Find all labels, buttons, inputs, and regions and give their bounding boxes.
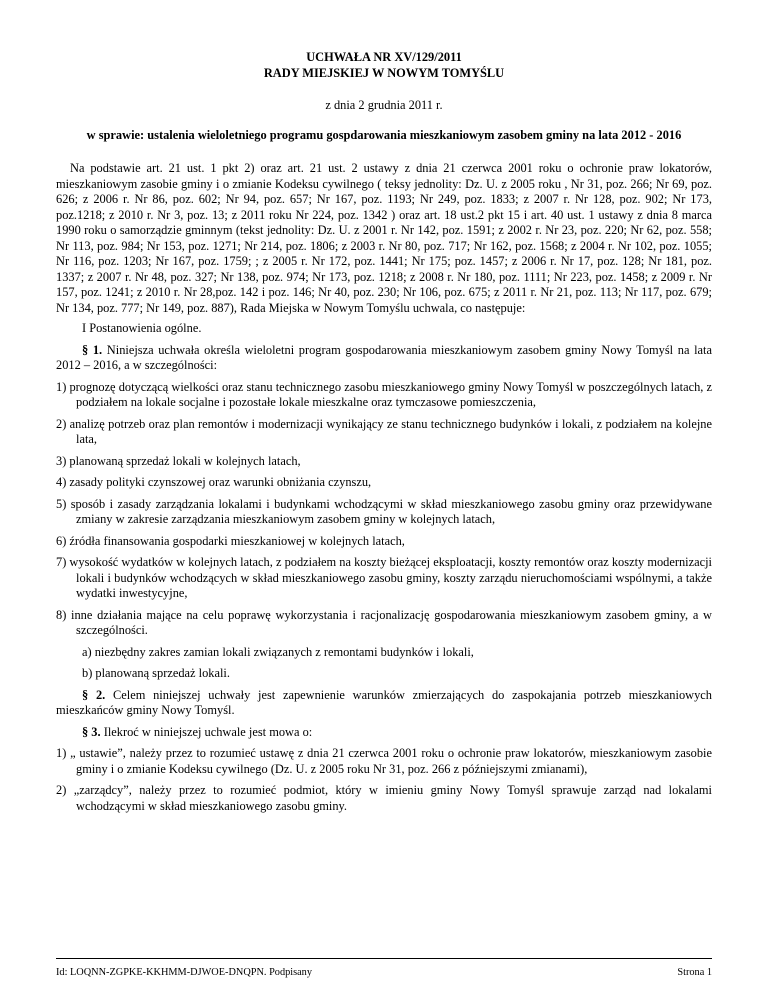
section-heading: I Postanowienia ogólne. [82, 321, 202, 335]
list-item: 5) sposób i zasady zarządzania lokalami i budynkami wchodzącymi w skład mieszkaniowego zasobu gminy oraz przewidywane zmiany w zakresie zarządzania mieszkaniowym zasobem gminy w kolejnych latach, [56, 496, 712, 526]
list-item: 1) „ ustawie”, należy przez to rozumieć ustawę z dnia 21 czerwca 2001 roku o ochronie praw lokatorów, mieszkaniowym zasobie gminy i o zmianie Kodeksu cywilnego (Dz. U. z 2005 roku Nr 31, poz. 266 z późniejszymi zmianami), [56, 746, 712, 776]
page-number: Strona 1 [677, 967, 712, 978]
list-item: 2) analizę potrzeb oraz plan remontów i modernizacji wynikający ze stanu technicznego budynków i lokali, z podziałem na kolejne lata, [56, 416, 712, 446]
paragraph-3-list [56, 746, 712, 814]
document-page [56, 50, 712, 814]
page-footer [56, 965, 712, 981]
resolution-date: z dnia 2 grudnia 2011 r. [325, 98, 443, 112]
sub-item: a) niezbędny zakres zamian lokali związanych z remontami budynków i lokali, [82, 644, 474, 659]
paragraph-1-label: § 1. [82, 342, 103, 357]
footer-divider [56, 958, 712, 959]
paragraph-3 [56, 725, 712, 741]
paragraph-2-label: § 2. [82, 687, 106, 702]
paragraph-1-list [56, 380, 712, 639]
legal-basis-paragraph: Na podstawie art. 21 ust. 1 pkt 2) oraz art. 21 ust. 2 ustawy z dnia 21 czerwca 2001 roku o ochronie praw lokatorów, mieszkaniowym zasobie gminy i o zmianie Kodeksu cywilnego ( teksy jednolity: Dz. U. z 2005 roku , Nr 31, poz. 266; Nr 69, poz. 626; z 2006 r. Nr 86, poz. 602; Nr 94, poz. 657; Nr 167, poz. 1193; Nr 249, poz. 1833; z 2007 r. Nr 128, poz. 902; Nr 173, poz.1218; z 2010 r. Nr 3, poz. 13; z 2011 roku Nr 224, poz. 1342 ) oraz art. 18 ust.2 pkt 15 i art. 40 ust. 1 ustawy z dnia 8 marca 1990 roku o samorządzie gminnym (tekst jednolity: Dz. U. z 2001 r. Nr 142, poz. 1591; z 2002 r. Nr 23, poz. 220; Nr 62, poz. 558; Nr 113, poz. 984; Nr 153, poz. 1271; Nr 214, poz. 1806; z 2003 r. Nr 80, poz. 717; Nr 162, poz. 1568; z 2004 r. Nr 102, poz. 1055; Nr 116, poz. 1203; Nr 167, poz. 1759; ; z 2005 r. Nr 172, poz. 1441; Nr 175; poz. 1457; z 2006 r. Nr 17, poz. 128; Nr 181, poz. 1337; z 2007 r. Nr 48, poz. 327; Nr 138, poz. 974; Nr 173, poz. 1218; z 2008 r. Nr 180, poz. 1111; Nr 223, poz. 1458; z 2009 r. Nr 157, poz. 1241; z 2010 r. Nr 28,poz. 142 i poz. 146; Nr 40, poz. 230; Nr 106, poz. 675; z 2011 r. Nr 21, poz. 113; Nr 117, poz. 679; Nr 134, poz. 777; Nr 149, poz. 887), Rada Miejska w Nowym Tomyślu uchwala, co następuje: [56, 161, 712, 315]
sub-item: b) planowaną sprzedaż lokali. [82, 666, 230, 680]
council-name: RADY MIEJSKIEJ W NOWYM TOMYŚLU [263, 65, 505, 80]
resolution-subject: w sprawie: ustalenia wieloletniego programu gospdarowania mieszkaniowym zasobem gminy na lata 2012 - 2016 [86, 127, 682, 142]
list-item: 1) prognozę dotyczącą wielkości oraz stanu technicznego zasobu mieszkaniowego gminy Nowy Tomyśl w poszczególnych latach, z podziałem na lokale socjalne i pozostałe lokale mieszkalne oraz tymczasowe pomieszczenia, [56, 379, 712, 409]
paragraph-1 [56, 343, 712, 374]
list-item: 6) źródła finansowania gospodarki mieszkaniowej w kolejnych latach, [56, 533, 405, 548]
resolution-number: UCHWAŁA NR XV/129/2011 [306, 50, 462, 64]
paragraph-2 [56, 688, 712, 719]
list-item: 8) inne działania mające na celu poprawę wykorzystania i racjonalizację gospodarowania mieszkaniowym zasobem gminy, a w szczególności. [56, 607, 712, 637]
paragraph-3-text: Ilekroć w niniejszej uchwale jest mowa o: [103, 724, 313, 739]
paragraph-3-label: § 3. [82, 724, 101, 739]
list-item: 7) wysokość wydatków w kolejnych latach, z podziałem na koszty bieżącej eksploatacji, koszty remontów oraz koszty modernizacji lokali i budynków wchodzących w skład mieszkaniowego zasobu gminy, koszty zarządu nieruchomościami wspólnymi, a także wydatki inwestycyjne, [56, 555, 712, 600]
paragraph-1-text: Niniejsza uchwała określa wieloletni program gospodarowania mieszkaniowym zasobem gminy Nowy Tomyśl na lata 2012 – 2016, a w szczególności: [56, 342, 712, 372]
document-id: Id: LOQNN-ZGPKE-KKHMM-DJWOE-DNQPN. Podpisany [56, 967, 312, 978]
paragraph-2-text: Celem niniejszej uchwały jest zapewnienie warunków zmierzających do zaspokajania potrzeb mieszkaniowych mieszkańców gminy Nowy Tomyśl. [56, 687, 712, 717]
list-item: 3) planowaną sprzedaż lokali w kolejnych latach, [56, 453, 301, 468]
list-item: 2) „zarządcy”, należy przez to rozumieć podmiot, który w imieniu gminy Nowy Tomyśl sprawuje zarząd nad lokalami wchodzącymi w skład mieszkaniowego zasobu gminy. [56, 783, 712, 813]
list-item: 4) zasady polityki czynszowej oraz warunki obniżania czynszu, [56, 475, 372, 489]
